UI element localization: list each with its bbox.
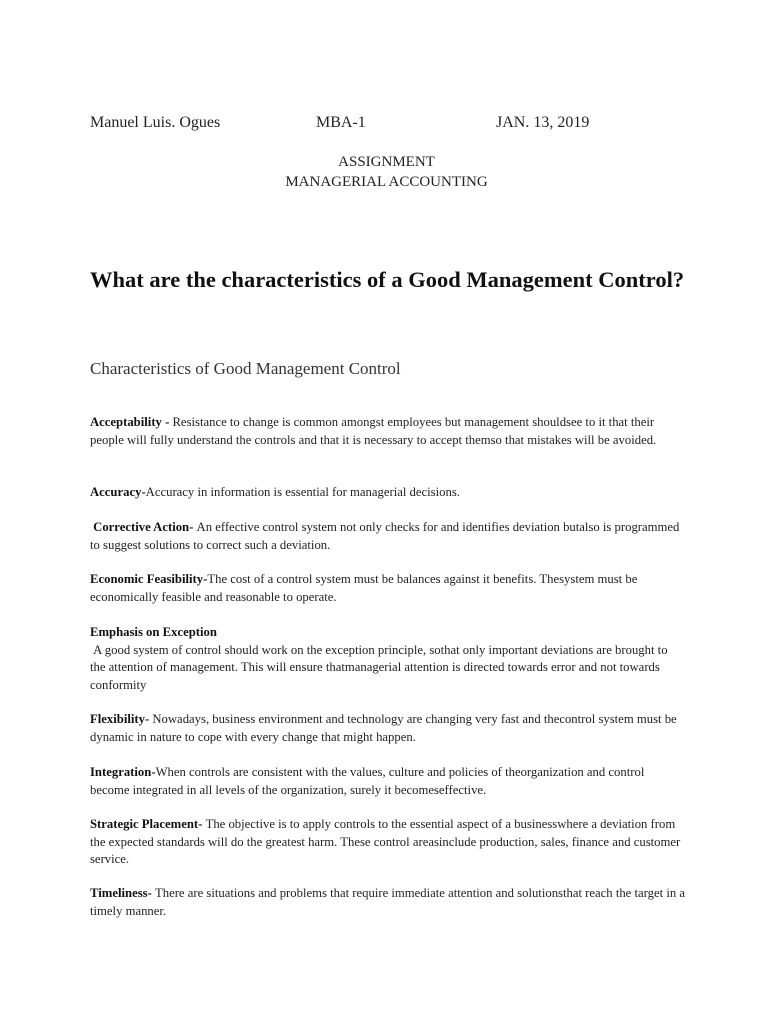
term: Timeliness [90,886,148,900]
term: Strategic Placement [90,817,199,831]
definition: When controls are consistent with the values, culture and policies of theorganization and control become integrated in all levels of the organization, surely it becomeseffective. [90,765,645,797]
definition: The cost of a control system must be balances against it benefits. Thesystem must be economically feasible and reasonable to operate. [90,572,638,604]
assignment-title-block [0,152,768,192]
definition: There are situations and problems that require immediate attention and solutionsthat reach the target in a timely manner. [90,886,685,918]
term-separator: - [203,572,208,586]
term-separator: - [161,415,173,429]
characteristic-acceptability [90,414,686,449]
characteristic-integration [90,764,686,799]
term: Acceptability [90,415,162,429]
header-line [0,114,768,136]
definition: Resistance to change is common amongst employees but management shouldsee to it that their people will fully understand the controls and that it is necessary to accept themso that mistakes will be avoided. [90,415,657,447]
characteristic-emphasis-on-exception [90,624,686,694]
characteristic-strategic-placement [90,816,686,869]
term-separator: - [144,712,153,726]
definition: An effective control system not only checks for and identifies deviation butalso is programmed to suggest solutions to correct such a deviation. [90,520,683,552]
characteristic-flexibility [90,711,686,746]
section-subtitle: Characteristics of Good Management Control [90,359,401,378]
term-separator: - [147,886,155,900]
definition: Nowadays, business environment and technology are changing very fast and thecontrol system must be dynamic in nature to cope with every change that might happen. [90,712,677,744]
term: Flexibility [90,712,145,726]
characteristic-economic-feasibility [90,571,686,606]
definition: A good system of control should work on the exception principle, sothat only important deviations are brought to the attention of management. This will ensure thatmanagerial attention is directed towards error and not towards conformity [90,642,671,692]
term-separator: - [141,485,146,499]
term: Economic Feasibility [90,572,204,586]
subject-label: MANAGERIAL ACCOUNTING [285,174,488,190]
characteristic-accuracy [90,484,686,502]
definition: The objective is to apply controls to the essential aspect of a businesswhere a deviation from the expected standards will do the greatest harm. These control areasinclude production, sales, finance and customer service. [90,817,681,866]
term-separator: - [151,765,156,779]
term: Integration [90,765,152,779]
assignment-label: ASSIGNMENT [338,154,435,170]
definition: Accuracy in information is essential for managerial decisions. [145,485,460,499]
author-name: Manuel Luis. Ogues [90,114,221,131]
term: Accuracy [90,485,142,499]
term: Emphasis on Exception [90,625,217,639]
term: Corrective Action [90,520,190,534]
question-heading: What are the characteristics of a Good Management Control? [90,267,685,292]
characteristic-corrective-action [90,519,686,554]
assignment-date: JAN. 13, 2019 [496,114,590,131]
course-code: MBA-1 [316,114,366,131]
term-separator: - [189,520,197,534]
term-separator: - [198,817,206,831]
characteristic-timeliness [90,885,686,920]
